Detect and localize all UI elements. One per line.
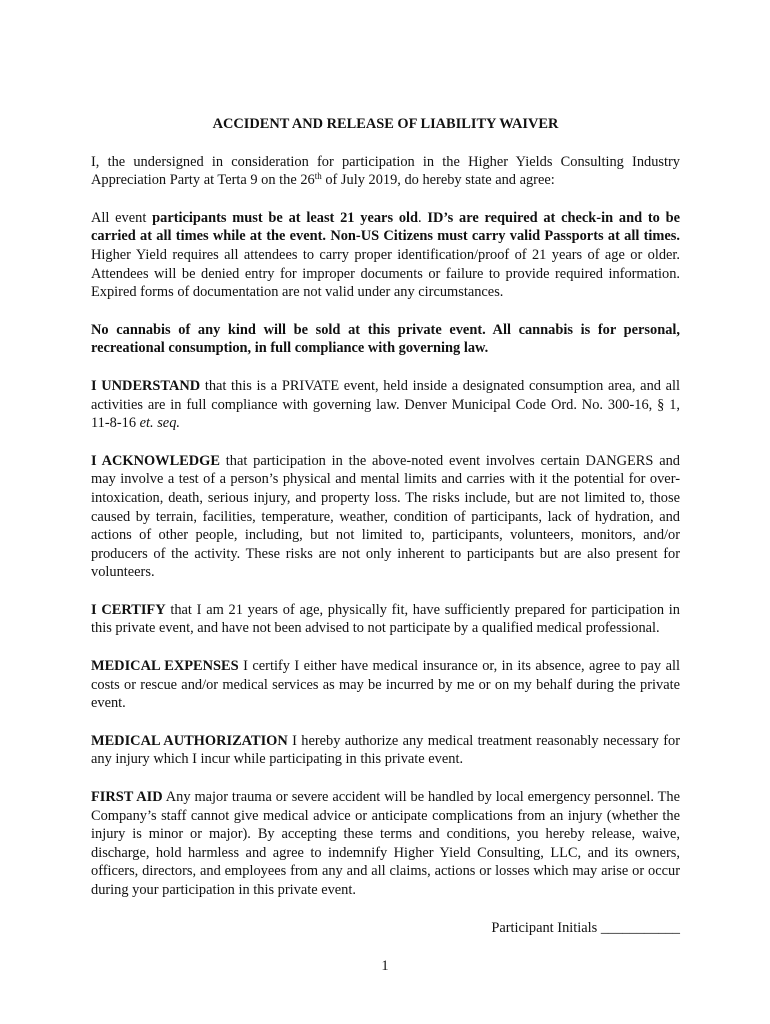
acknowledge-heading: I ACKNOWLEDGE xyxy=(91,452,220,469)
medical-expenses-heading: MEDICAL EXPENSES xyxy=(91,658,239,675)
first-aid-paragraph xyxy=(91,788,680,900)
intro-paragraph xyxy=(91,153,680,190)
understand-heading: I UNDERSTAND xyxy=(91,377,201,394)
acknowledge-paragraph xyxy=(91,452,680,582)
first-aid-text: Any major trauma or severe accident will be handled by local emergency personnel. The Company’s staff cannot give medical advice or anticipate complications from an injury (whether the injury is minor or major). By accepting these terms and conditions, you hereby release, waive, discharge, hold harmless and agree to indemnify Higher Yield Consulting, LLC, and its owners, officers, directors, and employees from any and all claims, actions or losses which may arise or occur during your participation in this private event. xyxy=(91,789,680,898)
medical-authorization-heading: MEDICAL AUTHORIZATION xyxy=(91,732,288,749)
medical-expenses-text: I certify I either have medical insurance or, in its absence, agree to pay all costs or rescue and/or medical services as may be incurred by me or on my behalf during the private event. xyxy=(91,658,680,712)
cannabis-notice: No cannabis of any kind will be sold at this private event. All cannabis is for personal, recreational consumption, in full compliance with governing law. xyxy=(91,321,680,357)
eligibility-id-requirement: ID’s are required at check-in and to be carried at all times while at the event. Non-US Citizens must carry valid Passports at all times. xyxy=(91,209,681,245)
understand-text: that this is a PRIVATE event, held inside a designated consumption area, and all activities are in full compliance with governing law. Denver Municipal Code Ord. No. 300-16, § 1, 11-8-16 xyxy=(91,377,681,432)
eligibility-text-2: . xyxy=(418,209,428,226)
certify-paragraph xyxy=(91,601,680,638)
eligibility-text-1: All event xyxy=(91,209,153,226)
cannabis-notice-paragraph xyxy=(91,321,680,358)
medical-authorization-paragraph xyxy=(91,732,680,769)
eligibility-text-3: Higher Yield requires all attendees to carry proper identification/proof of 21 years of age or older. Attendees will be denied entry for improper documents or failure to provide required information. Expired forms of documentation are not valid under any circumstances. xyxy=(91,246,680,301)
intro-text-part2: of July 2019, do hereby state and agree: xyxy=(321,172,555,189)
eligibility-age-requirement: participants must be at least 21 years old xyxy=(152,209,419,226)
understand-paragraph xyxy=(91,377,680,433)
document-title: ACCIDENT AND RELEASE OF LIABILITY WAIVER xyxy=(212,116,559,132)
understand-citation-italic: et. seq. xyxy=(139,415,180,432)
eligibility-paragraph xyxy=(91,209,680,302)
participant-initials-line[interactable]: Participant Initials ___________ xyxy=(491,919,680,936)
medical-authorization-text: I hereby authorize any medical treatment reasonably necessary for any injury which I incur while participating in this private event. xyxy=(91,732,680,768)
acknowledge-text: that participation in the above-noted event involves certain DANGERS and may involve a test of a person’s physical and mental limits and carries with it the potential for over-intoxication, death, serious injury, and property loss. The risks include, but are not limited to, those caused by terrain, facilities, temperature, weather, condition of participants, lack of hydration, and actions of other people, including, but not limited to, participants, volunteers, monitors, and/or producers of the activity. These risks are not only inherent to participants but are also present for volunteers. xyxy=(91,452,680,581)
first-aid-heading: FIRST AID xyxy=(91,789,163,806)
intro-text-part1: I, the undersigned in consideration for participation in the Higher Yields Consulting Industry Appreciation Party at Terta 9 on the 26 xyxy=(91,153,680,189)
intro-ordinal-superscript: th xyxy=(314,171,322,182)
medical-expenses-paragraph xyxy=(91,657,680,713)
certify-text: that I am 21 years of age, physically fit, have sufficiently prepared for participation in this private event, and have not been advised to not participate by a qualified medical professional. xyxy=(91,601,680,637)
certify-heading: I CERTIFY xyxy=(91,601,166,618)
page-number: 1 xyxy=(381,958,389,974)
